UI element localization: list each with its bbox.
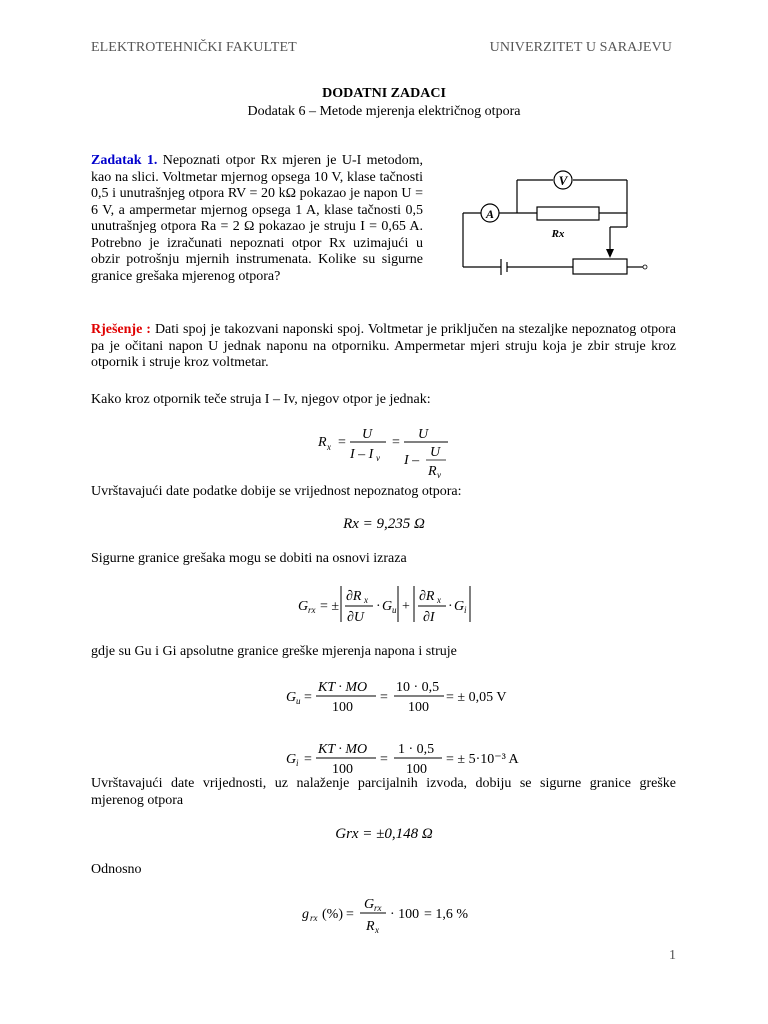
grx-percent-result: = 1,6 % — [424, 907, 469, 922]
svg-text:∂R: ∂R — [346, 589, 362, 604]
svg-text:G: G — [298, 599, 309, 614]
svg-text:=: = — [338, 435, 346, 450]
svg-text:x: x — [375, 925, 379, 935]
svg-text:∂I: ∂I — [423, 610, 435, 625]
svg-text:∂R: ∂R — [419, 589, 435, 604]
svg-text:i: i — [464, 605, 467, 615]
paragraph-result-limits: Uvrštavajući date vrijednosti, uz nalaženje parcijalnih izvoda, dobiju se sigurne granice greške mjerenog otpora — [91, 776, 676, 808]
gu-result: = ± 0,05 V — [446, 690, 507, 705]
svg-text:G: G — [286, 752, 297, 767]
voltmeter-label: V — [558, 173, 568, 188]
svg-text:rx: rx — [308, 605, 316, 615]
header-university: UNIVERZITET U SARAJEVU — [489, 40, 672, 55]
svg-text:x: x — [437, 595, 441, 605]
svg-text:u: u — [392, 605, 397, 615]
document-title: DODATNI ZADACI — [322, 86, 446, 101]
svg-text:∂U: ∂U — [347, 610, 365, 625]
svg-text:G: G — [364, 897, 375, 912]
equation-rx-value: Rx = 9,235 Ω — [343, 516, 425, 532]
svg-text:1 · 0,5: 1 · 0,5 — [398, 742, 435, 757]
svg-text:(%): (%) — [322, 907, 343, 922]
task-paragraph — [91, 153, 423, 285]
svg-text:G: G — [454, 599, 465, 614]
equation-gi — [284, 737, 519, 779]
svg-text:· 100: · 100 — [390, 907, 420, 922]
task-text: Nepoznati otpor Rx mjeren je U-I metodom, kao na slici. Voltmetar mjernog opsega 10 V, klase tačnosti 0,5 i unutrašnjeg otpora RV = 20 kΩ pokazao je napon U = 6 V, a ampermetar mjernog opsega 1 A, klase tačnosti 0,5 unutrašnjeg otpora Ra = 2 Ω pokazao je struju I = 0,65 A. Potrebno je izračunati nepoznati otpor Rx uzimajući u obzir potrošnju mjernih instrumenata. Kolike su sigurne granice grešaka mjerenog otpora? — [91, 153, 424, 284]
equation-grx-value: Grx = ±0,148 Ω — [335, 826, 433, 842]
svg-text:i: i — [296, 758, 299, 768]
svg-text:=: = — [380, 752, 388, 767]
task-label: Zadatak 1. — [91, 153, 158, 168]
equation-rx — [316, 420, 456, 482]
solution-text: Dati spoj je takozvani naponski spoj. Voltmetar je priključen na stezaljke nepoznatog otpora pa je očitani napon U jednak naponu na otporniku. Ampermetar mjeri struju koja je zbir struje kroz otpornik i struje kroz voltmetar. — [91, 322, 677, 370]
svg-text:v: v — [376, 453, 380, 463]
svg-text:100: 100 — [408, 700, 429, 715]
svg-text:g: g — [302, 907, 309, 922]
circuit-diagram — [455, 165, 655, 280]
paragraph-limits: Sigurne granice grešaka mogu se dobiti na osnovi izraza — [91, 551, 407, 566]
svg-text:x: x — [327, 442, 331, 452]
svg-text:R: R — [366, 919, 375, 934]
svg-text:U: U — [430, 445, 441, 460]
paragraph-substitute: Uvrštavajući date podatke dobije se vrijednost nepoznatog otpora: — [91, 484, 462, 499]
svg-text:100: 100 — [332, 700, 353, 715]
svg-text:U: U — [362, 427, 373, 442]
svg-text:=: = — [304, 690, 312, 705]
svg-text:rx: rx — [374, 903, 382, 913]
equation-grx-percent — [300, 892, 480, 938]
svg-text:I –: I – — [404, 453, 420, 468]
svg-text:u: u — [296, 696, 301, 706]
paragraph-odnosno: Odnosno — [91, 862, 142, 877]
svg-text:rx: rx — [310, 913, 318, 923]
svg-text:R: R — [428, 464, 437, 479]
svg-text:KT · MO: KT · MO — [318, 680, 368, 695]
svg-text:=: = — [346, 907, 354, 922]
svg-text:v: v — [437, 470, 441, 480]
svg-text:=: = — [392, 435, 400, 450]
equation-grx-formula — [296, 580, 476, 632]
svg-text:x: x — [364, 595, 368, 605]
solution-paragraph — [91, 322, 676, 372]
svg-text:G: G — [382, 599, 393, 614]
svg-text:100: 100 — [332, 762, 353, 777]
svg-text:100: 100 — [406, 762, 427, 777]
resistor-label: Rx — [551, 228, 565, 240]
page-number: 1 — [669, 948, 676, 963]
svg-text:10 · 0,5: 10 · 0,5 — [396, 680, 440, 695]
paragraph-current: Kako kroz otpornik teče struja I – Iv, njegov otpor je jednak: — [91, 392, 431, 407]
svg-text:=: = — [380, 690, 388, 705]
svg-text:= ±: = ± — [320, 599, 340, 614]
header-faculty: ELEKTROTEHNIČKI FAKULTET — [91, 40, 297, 55]
svg-text:I – I: I – I — [350, 447, 374, 462]
gi-result: = ± 5·10⁻³ A — [446, 752, 519, 767]
svg-text:+: + — [402, 599, 410, 614]
svg-text:KT · MO: KT · MO — [318, 742, 368, 757]
ammeter-label: A — [485, 207, 495, 221]
svg-text:G: G — [286, 690, 297, 705]
paragraph-gu-gi: gdje su Gu i Gi apsolutne granice greške mjerenja napona i struje — [91, 644, 457, 659]
svg-text:U: U — [418, 427, 429, 442]
svg-text:·: · — [376, 599, 381, 614]
svg-text:R: R — [318, 435, 327, 450]
equation-gu — [284, 675, 507, 717]
svg-text:·: · — [448, 599, 453, 614]
solution-label: Rješenje : — [91, 322, 151, 337]
svg-text:=: = — [304, 752, 312, 767]
document-subtitle: Dodatak 6 – Metode mjerenja električnog otpora — [247, 104, 521, 119]
